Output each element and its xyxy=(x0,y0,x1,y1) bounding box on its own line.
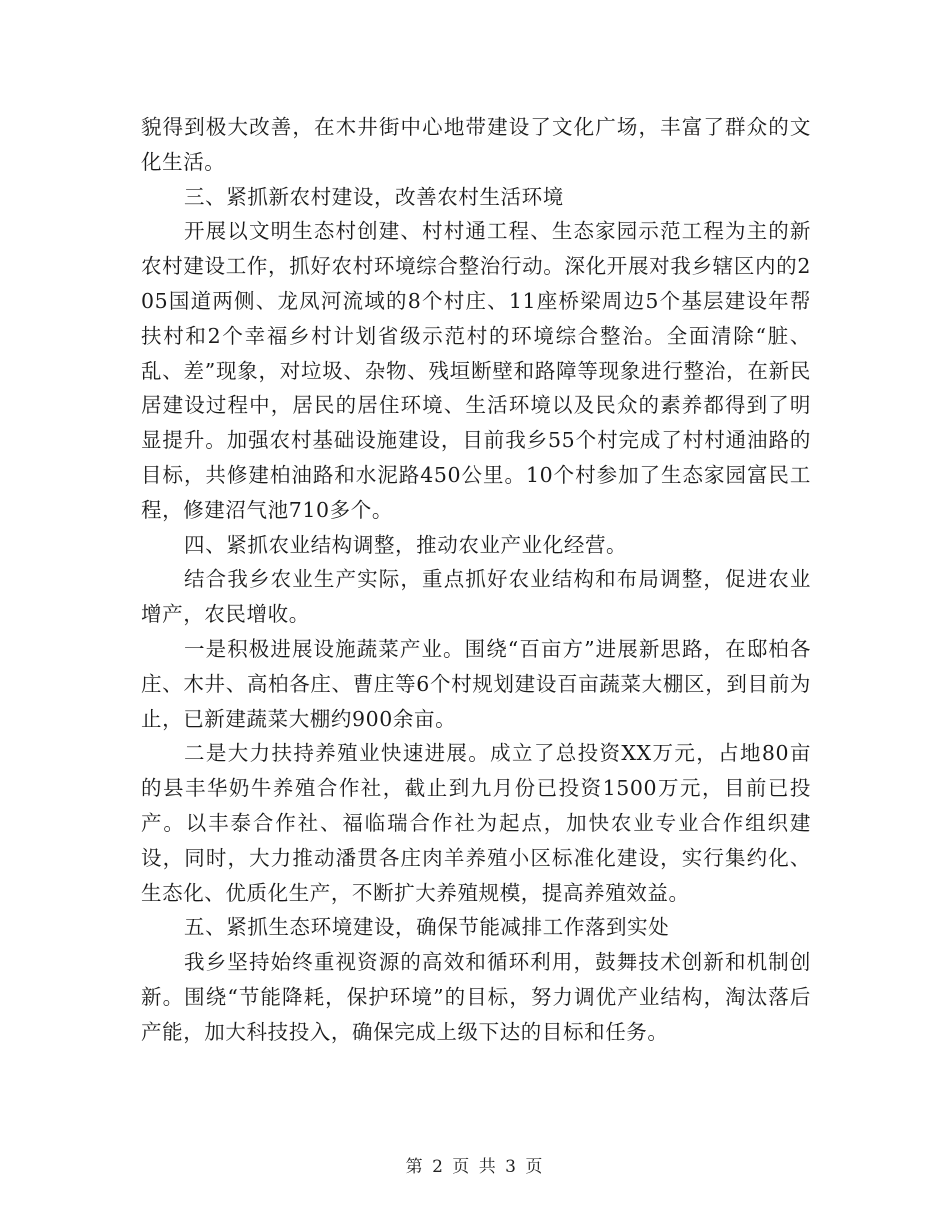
paragraph-livestock-industry: 二是大力扶持养殖业快速进展。成立了总投资XX万元，占地80亩的县丰华奶牛养殖合作社，截止到九月份已投资1500万元，目前已投产。以丰泰合作社、福临瑞合作社为起点，加快农业专业合作组织建设，同时，大力推动潘贯各庄肉羊养殖小区标准化建设，实行集约化、生态化、优质化生产，不断扩大养殖规模，提高养殖效益。 xyxy=(141,741,811,905)
section-heading-3: 三、紧抓新农村建设，改善农村生活环境 xyxy=(184,184,564,209)
section-heading-5: 五、紧抓生态环境建设，确保节能减排工作落到实处 xyxy=(184,915,670,940)
paragraph-continuation: 貌得到极大改善，在木井街中心地带建设了文化广场，丰富了群众的文化生活。 xyxy=(141,115,811,174)
paragraph-agriculture-intro: 结合我乡农业生产实际，重点抓好农业结构和布局调整，促进农业增产，农民增收。 xyxy=(141,567,811,627)
page-number-footer: 第 2 页 共 3 页 xyxy=(405,1157,545,1177)
section-heading-4: 四、紧抓农业结构调整，推动农业产业化经营。 xyxy=(184,532,628,557)
paragraph-energy-saving: 我乡坚持始终重视资源的高效和循环利用，鼓舞技术创新和机制创新。围绕“节能降耗，保护环境”的目标，努力调优产业结构，淘汰落后产能，加大科技投入，确保完成上级下达的目标和任务。 xyxy=(141,950,811,1044)
paragraph-vegetable-industry: 一是积极进展设施蔬菜产业。围绕“百亩方”进展新思路，在邸柏各庄、木井、高柏各庄、曹庄等6个村规划建设百亩蔬菜大棚区，到目前为止，已新建蔬菜大棚约900余亩。 xyxy=(141,636,811,731)
document-body xyxy=(141,110,811,1050)
paragraph-rural-construction: 开展以文明生态村创建、村村通工程、生态家园示范工程为主的新农村建设工作，抓好农村环境综合整治行动。深化开展对我乡辖区内的205国道两侧、龙凤河流域的8个村庄、11座桥梁周边5个基层建设年帮扶村和2个幸福乡村计划省级示范村的环境综合整治。全面清除“脏、乱、差”现象，对垃圾、杂物、残垣断壁和路障等现象进行整治，在新民居建设过程中，居民的居住环境、生活环境以及民众的素养都得到了明显提升。加强农村基础设施建设，目前我乡55个村完成了村村通油路的目标，共修建柏油路和水泥路450公里。10个村参加了生态家园富民工程，修建沼气池710多个。 xyxy=(141,219,811,522)
